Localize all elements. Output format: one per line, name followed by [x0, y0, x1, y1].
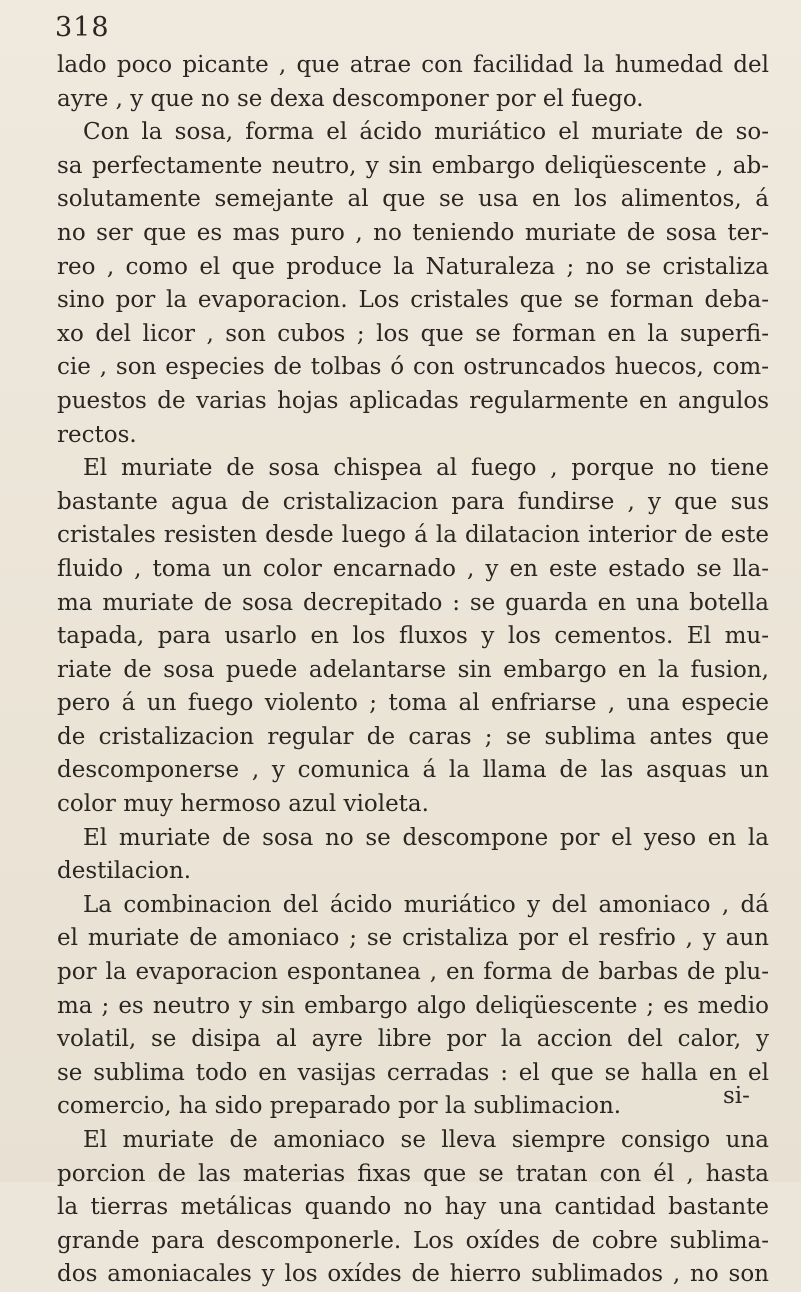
text-line: lado poco picante , que atrae con facilidad la humedad del [57, 52, 769, 78]
text-line: cristales resisten desde luego á la dilatacion interior de este [57, 522, 769, 549]
text-line: ma ; es neutro y sin embargo algo deliqüescente ; es medio [57, 992, 769, 1019]
text-line: grande para descomponerle. Los oxídes de cobre sublima- [57, 1227, 769, 1254]
text-line: se sublima todo en vasijas cerradas : el que se halla en el [57, 1059, 769, 1086]
text-line: fluido , toma un color encarnado , y en este estado se lla- [57, 555, 769, 582]
text-line: de cristalizacion regular de caras ; se sublima antes que [57, 723, 769, 750]
text-line: pero á un fuego violento ; toma al enfriarse , una especie [57, 690, 769, 717]
text-line: riate de sosa puede adelantarse sin embargo en la fusion, [57, 656, 769, 683]
text-line: porcion de las materias fixas que se tratan con él , hasta [57, 1160, 769, 1187]
text-line: comercio, ha sido preparado por la sublimacion. [57, 1093, 622, 1120]
text-line: tapada, para usarlo en los fluxos y los cementos. El mu- [57, 623, 769, 650]
text-line: rectos. [57, 421, 137, 448]
text-line: cie , son especies de tolbas ó con ostruncados huecos, com- [57, 354, 769, 381]
text-line: sino por la evaporacion. Los cristales que se forman deba- [57, 287, 769, 314]
text-line: solutamente semejante al que se usa en los alimentos, á [57, 186, 769, 213]
text-line: puestos de varias hojas aplicadas regularmente en angulos [57, 387, 769, 414]
text-line: no ser que es mas puro , no teniendo muriate de sosa ter- [57, 219, 769, 246]
text-line: destilacion. [57, 858, 192, 885]
page-number: 318 [55, 12, 110, 43]
catchword: si- [723, 1083, 750, 1109]
text-line: La combinacion del ácido muriático y del amoniaco , dá [83, 891, 769, 918]
text-line: color muy hermoso azul violeta. [57, 791, 429, 818]
text-line: volatil, se disipa al ayre libre por la accion del calor, y [57, 1026, 769, 1053]
text-line: El muriate de amoniaco se lleva siempre consigo una [83, 1127, 769, 1153]
text-line: el muriate de amoniaco ; se cristaliza por el resfrio , y aun [57, 925, 769, 952]
text-line: xo del licor , son cubos ; los que se forman en la superfi- [57, 320, 769, 347]
text-line: sa perfectamente neutro, y sin embargo deliqüescente , ab- [57, 152, 769, 179]
text-line: la tierras metálicas quando no hay una cantidad bastante [57, 1194, 769, 1221]
text-line: descomponerse , y comunica á la llama de las asquas un [57, 757, 769, 784]
text-line: El muriate de sosa no se descompone por el yeso en la [83, 824, 769, 851]
text-line: por la evaporacion espontanea , en forma de barbas de plu- [57, 959, 769, 986]
text-line: bastante agua de cristalizacion para fundirse , y que sus [57, 488, 769, 515]
text-line: reo , como el que produce la Naturaleza ; no se cristaliza [57, 253, 769, 280]
text-line: ayre , y que no se dexa descomponer por el fuego. [57, 85, 644, 112]
text-line: ma muriate de sosa decrepitado : se guarda en una botella [57, 589, 769, 616]
body-text [57, 49, 769, 1292]
text-line: Con la sosa, forma el ácido muriático el muriate de so- [83, 119, 769, 146]
text-line: dos amoniacales y los oxídes de hierro sublimados , no son [57, 1261, 769, 1288]
text-line: El muriate de sosa chispea al fuego , porque no tiene [83, 455, 769, 482]
